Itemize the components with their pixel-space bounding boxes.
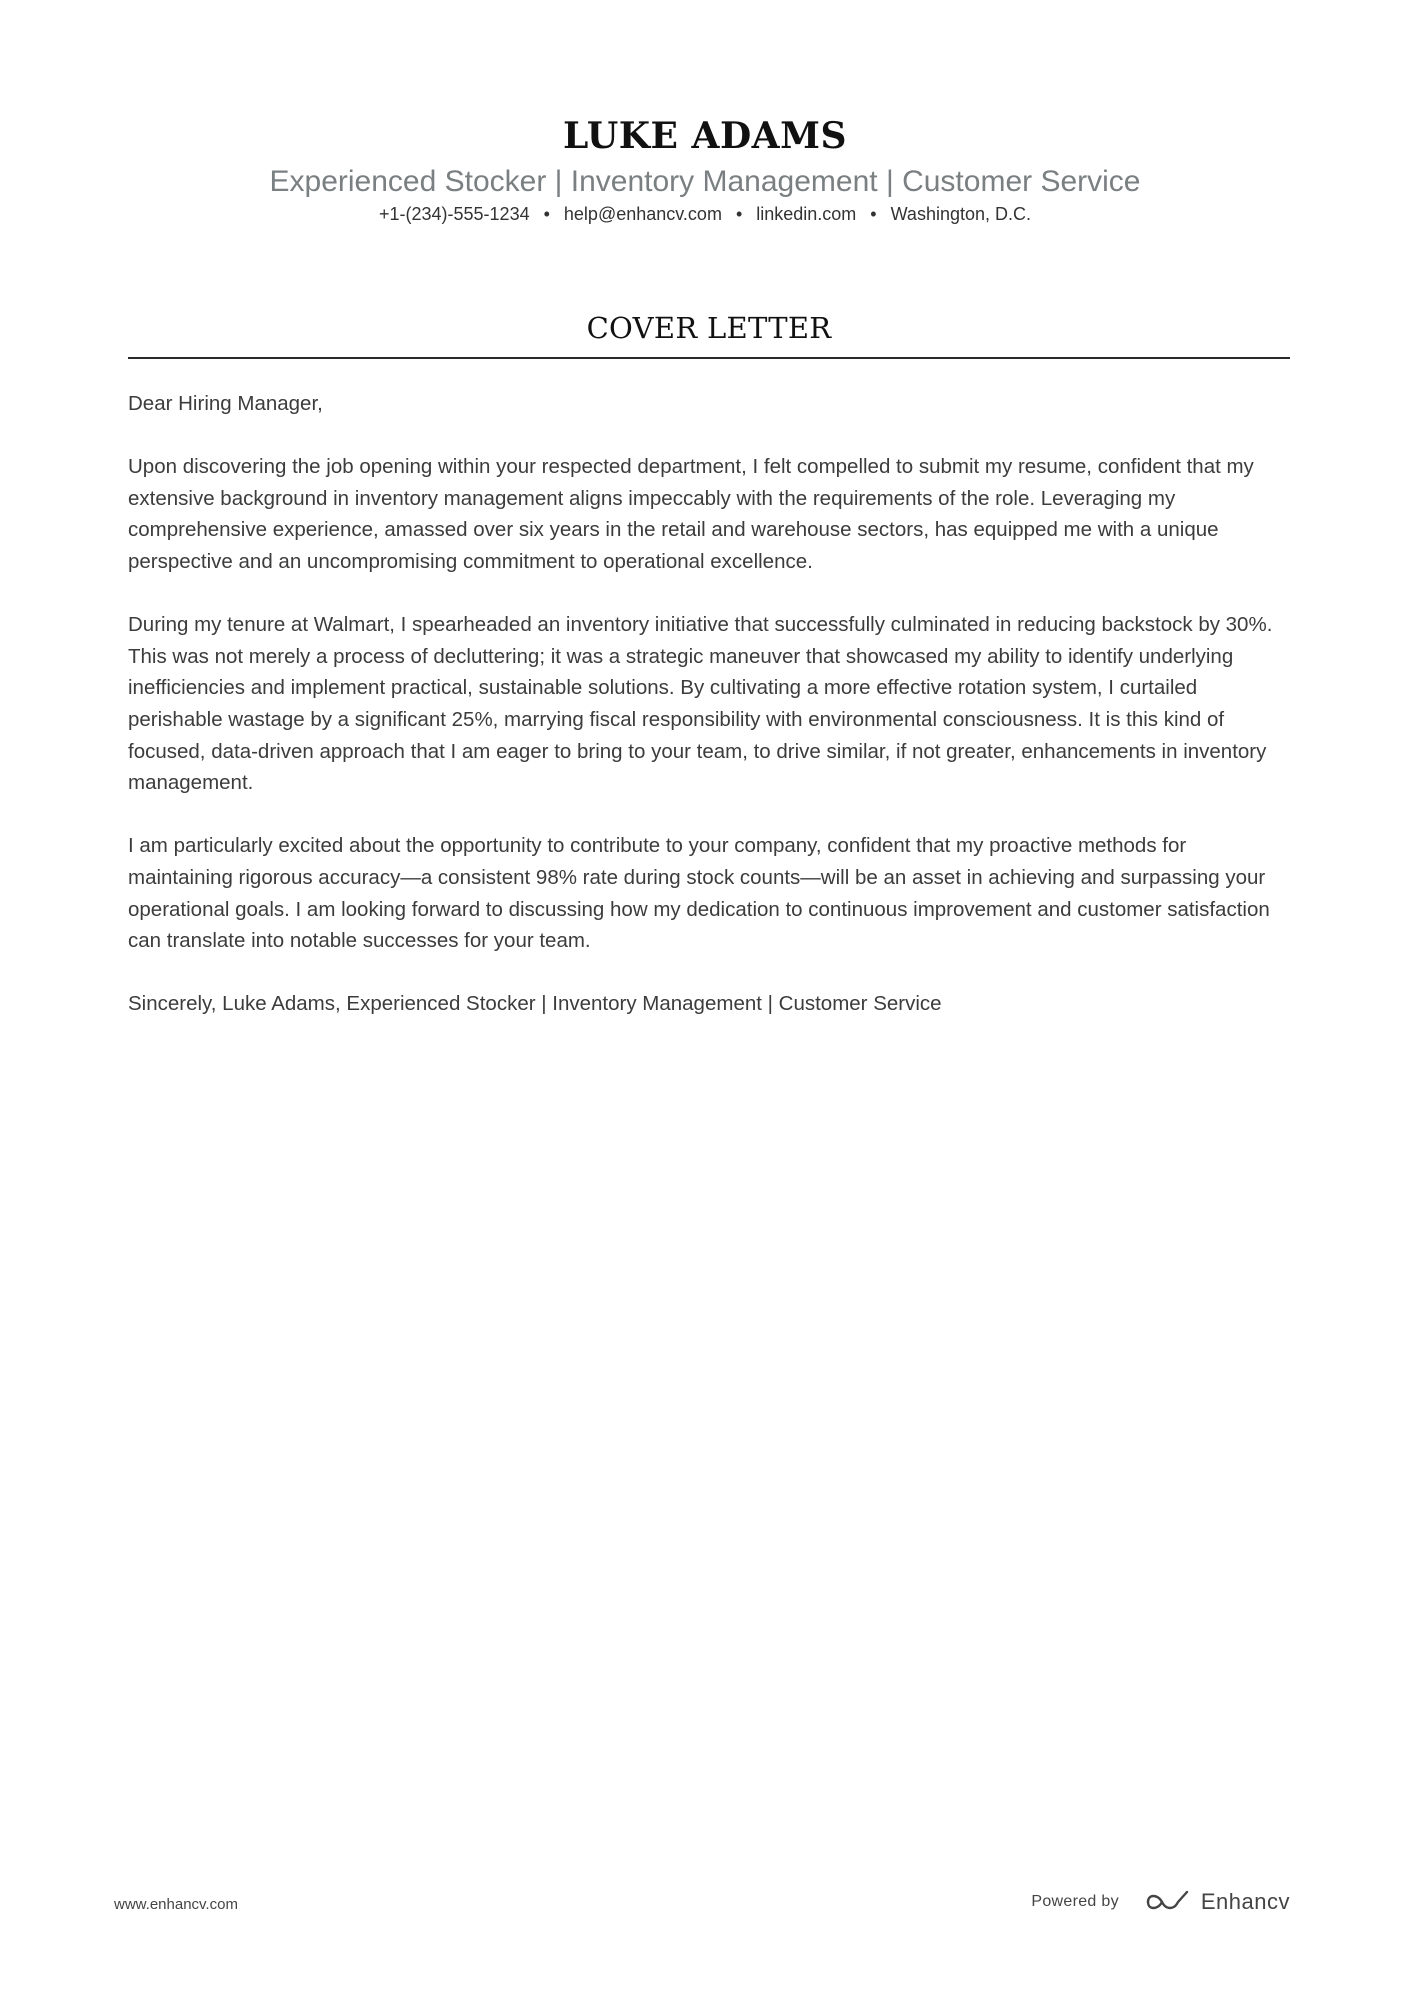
- contact-info: [0, 202, 1410, 226]
- candidate-name: LUKE ADAMS: [563, 115, 847, 157]
- contact-separator: •: [870, 204, 877, 224]
- contact-separator: •: [543, 204, 550, 224]
- letter-paragraph: Upon discovering the job opening within your respected department, I felt compelled to submit my resume, confident that my extensive background in inventory management aligns impeccably with the requirements of the role. Leveraging my comprehensive experience, amassed over six years in the retail and warehouse sectors, has equipped me with a unique perspective and an uncompromising commitment to operational excellence.: [128, 455, 1254, 573]
- email-address[interactable]: help@enhancv.com: [563, 204, 722, 224]
- section-title: COVER LETTER: [586, 311, 832, 345]
- letter-greeting: Dear Hiring Manager,: [128, 392, 323, 415]
- letter-closing: Sincerely, Luke Adams, Experienced Stocker | Inventory Management | Customer Service: [128, 992, 942, 1016]
- location: Washington, D.C.: [890, 204, 1031, 224]
- powered-by-label: Powered by: [1031, 1893, 1119, 1910]
- contact-separator: •: [735, 204, 743, 224]
- phone-number: +1-(234)-555-1234: [378, 204, 530, 224]
- enhancv-logo-icon: [1145, 1889, 1191, 1915]
- letter-body: [128, 388, 1290, 1051]
- letter-paragraph: I am particularly excited about the opportunity to contribute to your company, confident that my proactive methods for maintaining rigorous accuracy—a consistent 98% rate during stock counts—will be an asset in achieving and surpassing your operational goals. I am looking forward to discussing how my dedication to continuous improvement and customer satisfaction can translate into notable successes for your team.: [128, 834, 1270, 953]
- section-divider: [128, 357, 1290, 359]
- footer-website-link[interactable]: www.enhancv.com: [114, 1896, 238, 1913]
- letter-paragraph: During my tenure at Walmart, I spearheaded an inventory initiative that successfully culminated in reducing backstock by 30%. This was not merely a process of decluttering; it was a strategic maneuver that showcased my ability to identify underlying inefficiencies and implement practical, sustainable solutions. By cultivating a more effective rotation system, I curtailed perishable wastage by a significant 25%, marrying fiscal responsibility with environmental consciousness. It is this kind of focused, data-driven approach that I am eager to bring to your team, to drive similar, if not greater, enhancements in inventory management.: [128, 613, 1273, 795]
- candidate-headline: Experienced Stocker | Inventory Management | Customer Service: [269, 165, 1141, 198]
- linkedin-link[interactable]: linkedin.com: [756, 204, 857, 224]
- footer-branding: [1031, 1889, 1290, 1915]
- enhancv-brand-name: Enhancv: [1200, 1889, 1290, 1914]
- resume-header: [0, 112, 1410, 226]
